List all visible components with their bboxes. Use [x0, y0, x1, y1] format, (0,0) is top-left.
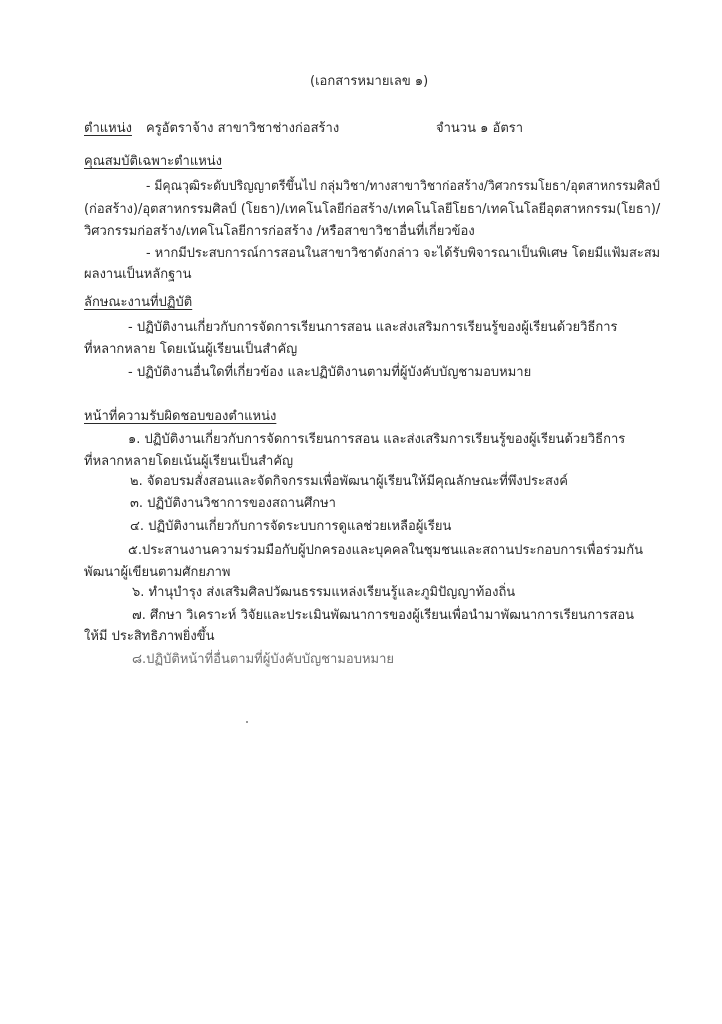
work-line: - ปฏิบัติงานอื่นใดที่เกี่ยวข้อง และปฏิบัติงานตามที่ผู้บังคับบัญชามอบหมาย [128, 365, 532, 380]
responsibilities-heading: หน้าที่ความรับผิดชอบของตำแหน่ง [84, 409, 277, 424]
responsibility-line: ให้มี ประสิทธิภาพยิ่งขึ้น [84, 629, 215, 644]
work-line: ที่หลากหลาย โดยเน้นผู้เรียนเป็นสำคัญ [84, 342, 298, 357]
responsibility-line: พัฒนาผู้เขียนตามศักยภาพ [84, 565, 231, 580]
responsibility-line: ๒. จัดอบรมสั่งสอนและจัดกิจกรรมเพื่อพัฒนาผู้เรียนให้มีคุณลักษณะที่พึงประสงค์ [130, 474, 568, 489]
qualification-line: (ก่อสร้าง)/อุตสาหกรรมศิลป์ (โยธา)/เทคโนโลยีก่อสร้าง/เทคโนโลยีโยธา/เทคโนโลยีอุตสาหกรรม(โยธา)/ [84, 202, 661, 217]
responsibility-line: ๕.ประสานงานความร่วมมือกับผู้ปกครองและบุคคลในชุมชนและสถานประกอบการเพื่อร่วมกัน [128, 543, 643, 558]
document-number-title: (เอกสารหมายเลข ๑) [310, 74, 429, 89]
qualification-line: วิศวกรรมก่อสร้าง/เทคโนโลยีการก่อสร้าง /หรือสาขาวิชาอื่นที่เกี่ยวข้อง [84, 224, 475, 239]
qualifications-heading: คุณสมบัติเฉพาะตำแหน่ง [84, 154, 223, 169]
work-description-heading: ลักษณะงานที่ปฏิบัติ [84, 295, 193, 310]
responsibility-line: ที่หลากหลายโดยเน้นผู้เรียนเป็นสำคัญ [84, 454, 294, 469]
position-value: ครูอัตราจ้าง สาขาวิชาช่างก่อสร้าง [146, 121, 340, 136]
qualification-line: ผลงานเป็นหลักฐาน [84, 267, 192, 282]
work-line: - ปฏิบัติงานเกี่ยวกับการจัดการเรียนการสอน และส่งเสริมการเรียนรู้ของผู้เรียนด้วยวิธีการ [128, 320, 618, 335]
scan-speck [246, 721, 248, 723]
responsibility-line: ๓. ปฏิบัติงานวิชาการของสถานศึกษา [130, 496, 336, 511]
responsibility-line: ๑. ปฏิบัติงานเกี่ยวกับการจัดการเรียนการสอน และส่งเสริมการเรียนรู้ของผู้เรียนด้วยวิธีการ [128, 432, 626, 447]
position-count: จำนวน ๑ อัตรา [436, 121, 524, 136]
responsibility-line: ๗. ศึกษา วิเคราะห์ วิจัยและประเมินพัฒนาการของผู้เรียนเพื่อนำมาพัฒนาการเรียนการสอน [132, 608, 635, 623]
responsibility-line: ๘.ปฏิบัติหน้าที่อื่นตามที่ผู้บังคับบัญชามอบหมาย [132, 652, 395, 667]
qualification-line: - หากมีประสบการณ์การสอนในสาขาวิชาดังกล่าว จะได้รับพิจารณาเป็นพิเศษ โดยมีแฟ้มสะสม [146, 246, 661, 261]
qualification-line: - มีคุณวุฒิระดับปริญญาตรีขึ้นไป กลุ่มวิชา/ทางสาขาวิชาก่อสร้าง/วิศวกรรมโยธา/อุตสาหกรรมศิลป์ [146, 179, 660, 194]
responsibility-line: ๔. ปฏิบัติงานเกี่ยวกับการจัดระบบการดูแลช่วยเหลือผู้เรียน [130, 519, 452, 534]
responsibility-line: ๖. ทำนุบำรุง ส่งเสริมศิลปวัฒนธรรมแหล่งเรียนรู้และภูมิปัญญาท้องถิ่น [132, 585, 516, 600]
position-label: ตำแหน่ง [84, 121, 132, 136]
